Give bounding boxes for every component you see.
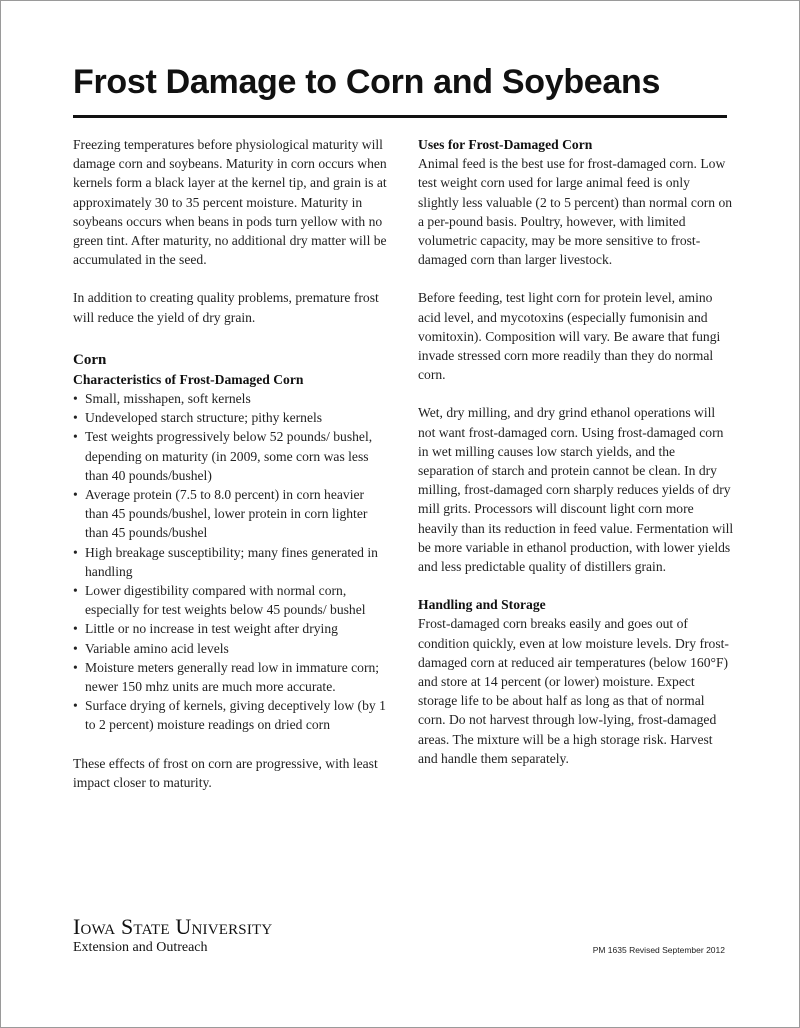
- list-item: • Undeveloped starch structure; pithy kernels: [73, 408, 389, 427]
- title-rule: [73, 115, 727, 118]
- section-heading-corn: Corn: [73, 351, 107, 368]
- page-title: Frost Damage to Corn and Soybeans: [73, 63, 661, 101]
- list-item: • High breakage susceptibility; many fines generated in handling: [73, 543, 389, 581]
- logo-subtitle: Extension and Outreach: [73, 940, 208, 955]
- list-item: • Test weights progressively below 52 pounds/ bushel, depending on maturity (in 2009, some corn was less than 40 pounds/bushel): [73, 427, 389, 485]
- subheading-characteristics: Characteristics of Frost-Damaged Corn: [73, 371, 304, 387]
- closing-paragraph: These effects of frost on corn are progressive, with least impact closer to maturity.: [73, 755, 378, 790]
- list-item: • Variable amino acid levels: [73, 639, 389, 658]
- intro-paragraph-1: Freezing temperatures before physiological maturity will damage corn and soybeans. Maturity in corn occurs when kernels form a black layer at the kernel tip, and grain is at approximately 30 to 35 percent moisture. Maturity in soybeans occurs when beans in pods turn yellow with no green tint. After maturity, no additional dry matter will be accumulated in the seed.: [73, 137, 387, 268]
- list-item: • Average protein (7.5 to 8.0 percent) in corn heavier than 45 pounds/bushel, lower protein in corn lighter than 45 pounds/bushel: [73, 485, 389, 543]
- logo-name: Iowa State University: [73, 914, 273, 939]
- uses-paragraph-3: Wet, dry milling, and dry grind ethanol operations will not want frost-damaged corn. Using frost-damaged corn in wet milling causes low starch yields, and the separation of starch and protein cannot be clean. In dry milling, frost-damaged corn sharply reduces yields of dry mill grits. Processors will discount light corn more heavily than its reduction in feed value. Fermentation will be more variable in ethanol production, with lower yields and less predictable quality of distillers grain.: [418, 405, 734, 575]
- list-item: • Little or no increase in test weight after drying: [73, 619, 389, 638]
- characteristics-list: [73, 389, 389, 735]
- university-logo: [73, 915, 272, 956]
- intro-paragraph-2: In addition to creating quality problems, premature frost will reduce the yield of dry grain.: [73, 290, 379, 325]
- left-column: [73, 135, 389, 811]
- list-item: • Surface drying of kernels, giving deceptively low (by 1 to 2 percent) moisture readings on dried corn: [73, 696, 389, 734]
- publication-code: PM 1635 Revised September 2012: [592, 945, 725, 955]
- list-item: • Small, misshapen, soft kernels: [73, 389, 389, 408]
- right-column: [418, 135, 734, 787]
- list-item: • Moisture meters generally read low in immature corn; newer 150 mhz units are much more accurate.: [73, 658, 389, 696]
- list-item: • Lower digestibility compared with normal corn, especially for test weights below 45 pounds/ bushel: [73, 581, 389, 619]
- subheading-uses: Uses for Frost-Damaged Corn: [418, 137, 593, 152]
- uses-paragraph-1: Animal feed is the best use for frost-damaged corn. Low test weight corn used for large animal feed is only slightly less valuable (2 to 5 percent) than normal corn on a per-pound basis. Poultry, however, with limited volumetric capacity, may be more sensitive to frost-damaged corn than larger livestock.: [418, 156, 733, 268]
- handling-paragraph: Frost-damaged corn breaks easily and goes out of condition quickly, even at low moisture levels. Dry frost-damaged corn at reduced air temperatures (below 160°F) and store at 14 percent (or lower) moisture. Expect storage life to be about half as long as that of normal corn. Do not harvest through low-lying, frost-damaged areas. The mixture will be a high storage risk. Harvest and handle them separately.: [418, 616, 729, 766]
- uses-paragraph-2: Before feeding, test light corn for protein level, amino acid level, and mycotoxins (especially fumonisin and vomitoxin). Composition will vary. Be aware that fungi invade stressed corn more readily than they do normal corn.: [418, 290, 721, 383]
- subheading-handling: Handling and Storage: [418, 597, 546, 613]
